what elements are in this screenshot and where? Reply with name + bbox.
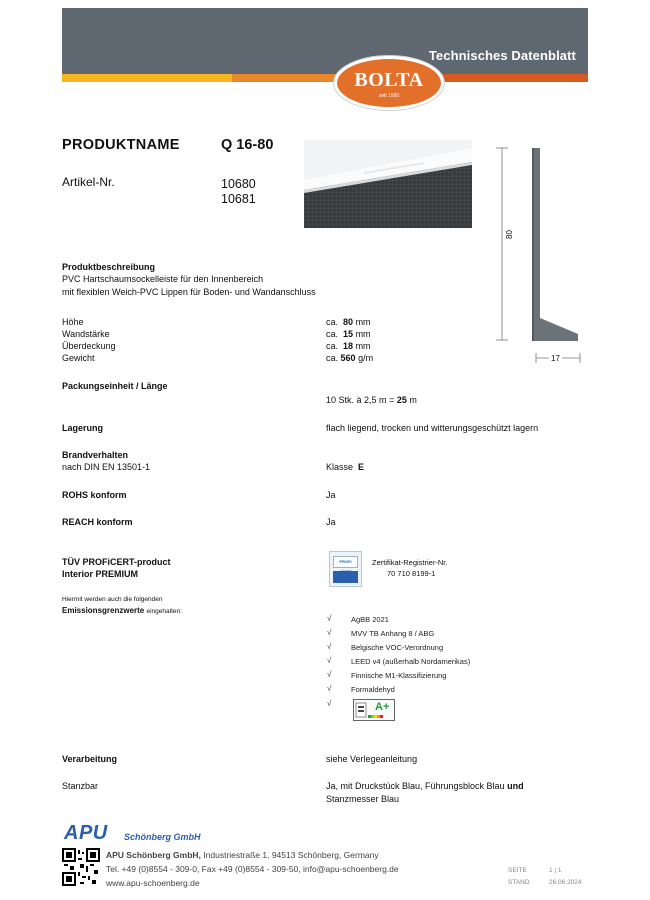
emission-class-label — [353, 699, 395, 721]
qr-code — [62, 848, 100, 886]
page-value: 1 | 1 — [549, 867, 562, 874]
certificate-number: 70 710 8199-1 — [387, 569, 436, 578]
footer-address: APU Schönberg GmbH, Industriestraße 1, 94513 Schönberg, Germany — [106, 850, 379, 860]
check-icon: √ — [327, 656, 332, 665]
document-title: Technisches Datenblatt — [428, 48, 576, 63]
fire-label: Brandverhalten — [62, 450, 129, 460]
emission-class-value: A+ — [375, 701, 390, 713]
apu-logo-sub: Schönberg GmbH — [124, 832, 201, 842]
storage-value: flach liegend, trocken und witterungsgeschützt lagern — [326, 423, 539, 433]
drawing-height-label: 80 — [505, 230, 514, 239]
check-icon: √ — [327, 684, 332, 693]
header-bar — [62, 8, 588, 74]
tuv-line-2: Interior PREMIUM — [62, 569, 139, 579]
article-number-2: 10681 — [221, 192, 256, 206]
punch-label: Stanzbar — [62, 781, 99, 791]
spec-wall-label: Wandstärke — [62, 329, 110, 339]
spec-height-value: ca. 80 mm — [326, 317, 371, 327]
page-label: SEITE — [508, 867, 527, 874]
fire-standard: nach DIN EN 13501-1 — [62, 462, 151, 472]
description-line-2: mit flexiblen Weich-PVC Lippen für Boden- und Wandanschluss — [62, 287, 316, 297]
product-name-label: PRODUKTNAME — [62, 137, 180, 153]
spec-weight-label: Gewicht — [62, 353, 95, 363]
date-label: STAND — [508, 879, 530, 886]
header-banner — [62, 8, 588, 99]
check-icon: √ — [327, 614, 332, 623]
rohs-value: Ja — [326, 490, 336, 500]
criterion-2: MVV TB Anhang 8 / ABG — [351, 629, 435, 638]
article-number-label: Artikel-Nr. — [62, 175, 115, 189]
product-photo — [304, 140, 472, 228]
check-icon: √ — [327, 670, 332, 679]
processing-label: Verarbeitung — [62, 754, 118, 764]
criterion-6: Formaldehyd — [351, 685, 395, 694]
bolta-logo — [334, 56, 444, 110]
packaging-value: 10 Stk. à 2,5 m = 25 m — [326, 395, 417, 405]
drawing-width-label: 17 — [551, 354, 560, 363]
packaging-label: Packungseinheit / Länge — [62, 381, 168, 391]
punch-value-line-2: Stanzmesser Blau — [326, 794, 400, 804]
check-icon: √ — [327, 628, 332, 637]
profile-drawing — [492, 140, 592, 370]
date-value: 26.06.2024 — [549, 879, 582, 886]
spec-weight-value: ca. 560 g/m — [326, 353, 374, 363]
footer-contact: Tel. +49 (0)8554 - 309-0, Fax +49 (0)8554 - 309-50, info@apu-schoenberg.de — [106, 864, 399, 874]
tuv-certificate-badge — [329, 551, 362, 587]
criterion-5: Finnische M1-Klassifizierung — [351, 671, 447, 680]
criterion-3: Belgische VOC-Verordnung — [351, 643, 444, 652]
product-name-value: Q 16-80 — [221, 137, 274, 153]
criterion-4: LEED v4 (außerhalb Nordamerikas) — [351, 657, 471, 666]
spec-overlap-value: ca. 18 mm — [326, 341, 371, 351]
rohs-label: ROHS konform — [62, 490, 127, 500]
emissions-line: Emissionsgrenzwerte eingehalten: — [62, 606, 182, 615]
logo-subtext: seit 1950 — [378, 93, 400, 99]
spec-height-label: Höhe — [62, 317, 84, 327]
stripe-yellow — [62, 74, 232, 82]
badge-label: PROFI CERT — [333, 556, 358, 568]
criterion-1: AgBB 2021 — [351, 615, 389, 624]
description-line-1: PVC Hartschaumsockelleiste für den Innenbereich — [62, 274, 264, 284]
emissions-intro: Hiermit werden auch die folgenden — [62, 596, 163, 603]
check-icon: √ — [327, 699, 332, 708]
spec-wall-value: ca. 15 mm — [326, 329, 371, 339]
footer-web: www.apu-schoenberg.de — [106, 878, 200, 888]
article-number-1: 10680 — [221, 177, 256, 191]
reach-label: REACH konform — [62, 517, 133, 527]
fire-value: Klasse E — [326, 462, 365, 472]
tuv-line-1: TÜV PROFiCERT-product — [62, 557, 171, 567]
certificate-label: Zertifikat-Registrier-Nr. — [372, 558, 448, 567]
storage-label: Lagerung — [62, 423, 104, 433]
punch-value: Ja, mit Druckstück Blau, Führungsblock Blau und — [326, 781, 524, 791]
reach-value: Ja — [326, 517, 336, 527]
stripe-dark-orange — [442, 74, 588, 82]
spec-overlap-label: Überdeckung — [62, 341, 116, 351]
logo-text: BOLTA — [354, 69, 424, 91]
description-title: Produktbeschreibung — [62, 262, 156, 272]
processing-value: siehe Verlegeanleitung — [326, 754, 418, 764]
apu-logo: APU — [64, 822, 108, 844]
check-icon: √ — [327, 642, 332, 651]
